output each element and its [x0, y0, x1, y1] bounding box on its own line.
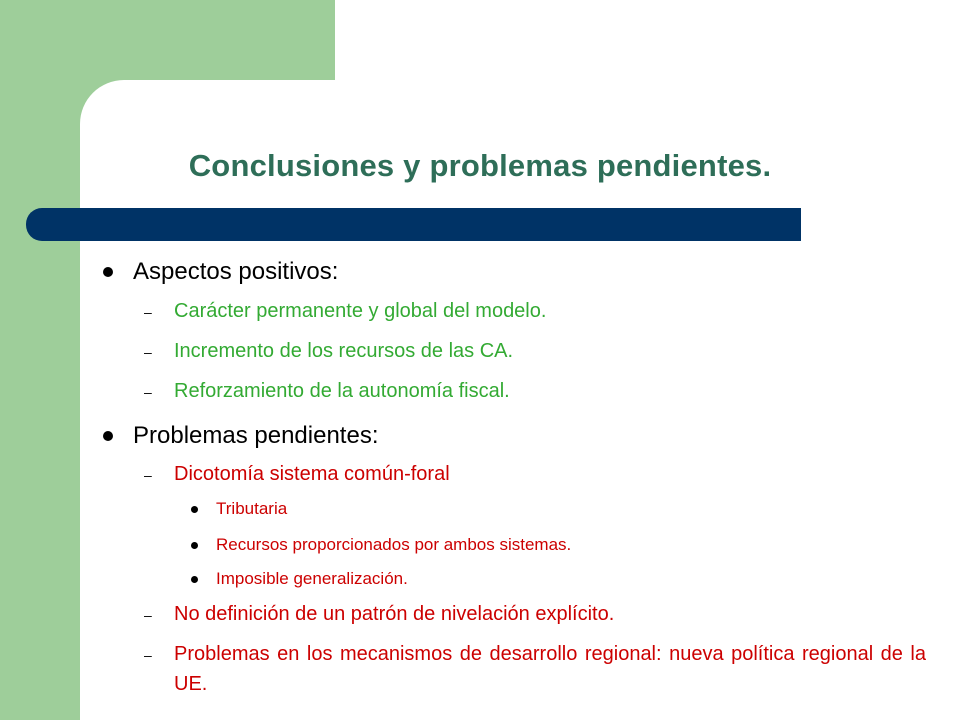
dash-icon: – [144, 607, 152, 623]
small-bullet-icon [191, 506, 198, 513]
problem-subitem: Tributaria [216, 499, 288, 518]
small-bullet-icon [191, 576, 198, 583]
problem-item: Problemas en los mecanismos de desarrollo regional: nueva política regional de la UE. [174, 643, 926, 695]
bullet-icon [103, 431, 113, 441]
positive-item: Reforzamiento de la autonomía fiscal. [174, 380, 510, 402]
positive-item: Incremento de los recursos de las CA. [174, 340, 514, 362]
small-bullet-icon [191, 542, 198, 549]
problem-item: No definición de un patrón de nivelación explícito. [174, 603, 615, 625]
dash-icon: – [144, 304, 152, 320]
problem-subitem: Recursos proporcionados por ambos sistemas. [216, 535, 572, 554]
problem-subitem: Imposible generalización. [216, 569, 408, 588]
bullet-icon [103, 267, 113, 277]
slide-title: Conclusiones y problemas pendientes. [188, 148, 772, 183]
dash-icon: – [144, 647, 152, 663]
heading-problems: Problemas pendientes: [133, 422, 379, 449]
dash-icon: – [144, 467, 152, 483]
heading-positive: Aspectos positivos: [133, 258, 339, 285]
problem-item: Dicotomía sistema común-foral [174, 463, 450, 485]
dash-icon: – [144, 384, 152, 400]
positive-item: Carácter permanente y global del modelo. [174, 300, 547, 322]
dash-icon: – [144, 344, 152, 360]
